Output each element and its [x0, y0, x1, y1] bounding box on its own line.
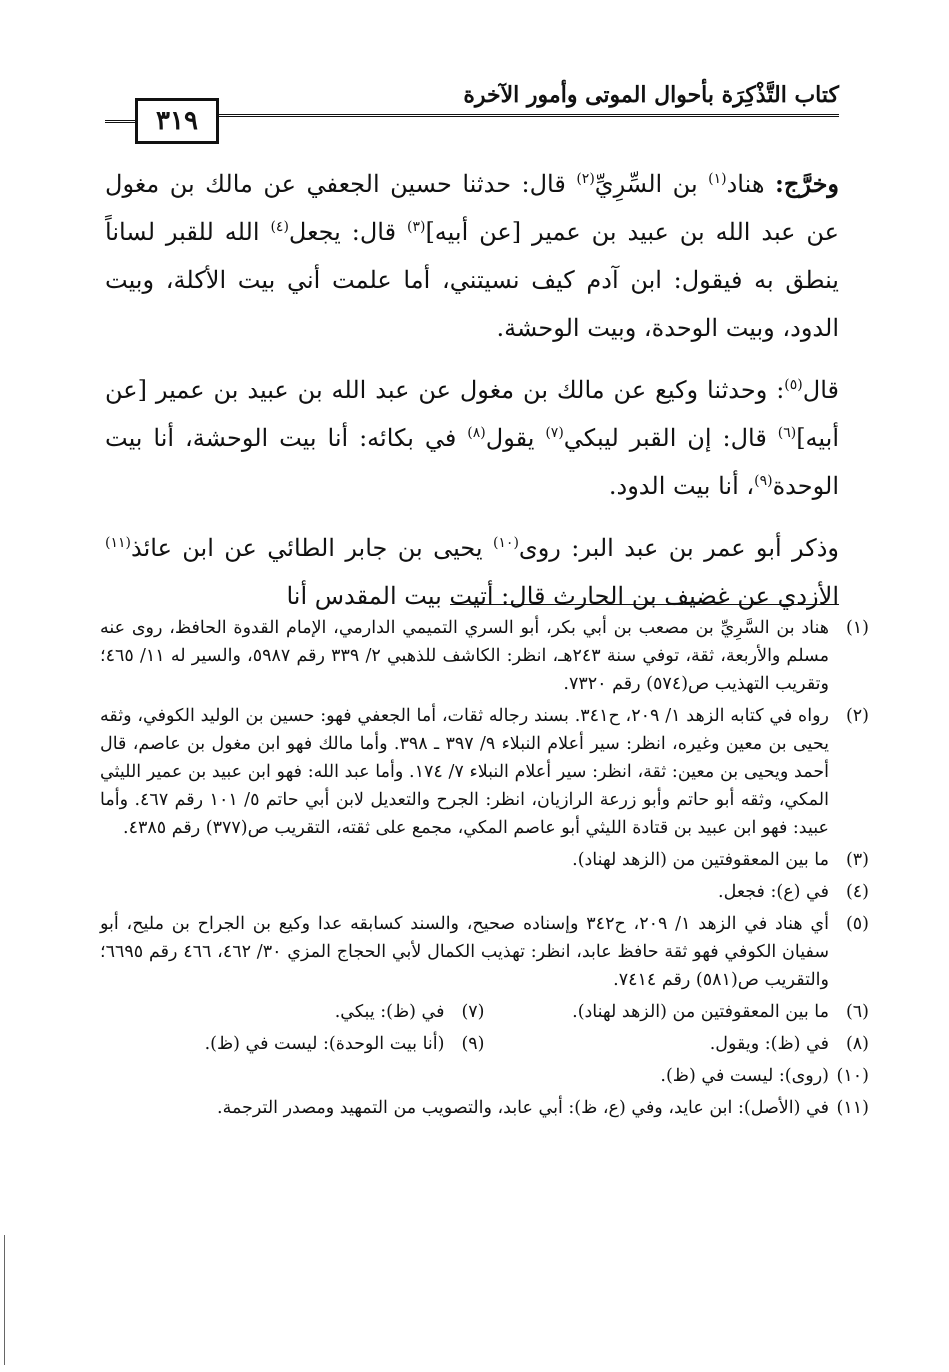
- text-run: في بكائه: أنا بيت الوحشة، أنا بيت الوحدة: [105, 424, 839, 500]
- text-run: بن السِّرِيِّ: [594, 170, 709, 198]
- footnote-marker[interactable]: (٢): [576, 171, 595, 187]
- footnotes: [100, 614, 869, 1126]
- footnote-separator: [450, 604, 839, 605]
- footnote-marker[interactable]: (٨): [467, 425, 486, 441]
- footnote-marker[interactable]: (١٠): [492, 535, 519, 551]
- footnote-text: في (الأصل): ابن عايد، وفي (ع، ظ): أبي عابد، والتصويب من التمهيد ومصدر الترجمة.: [217, 1098, 829, 1118]
- footnote-text: في (ع): فجعل.: [718, 882, 829, 902]
- footnote-text: (أنا بيت الوحدة): ليست في (ظ).: [204, 1034, 445, 1054]
- footnote-text: في (ظ): ويقول.: [709, 1034, 829, 1054]
- footnote-number: (٨): [845, 1034, 869, 1054]
- footnote-text: أي هناد في الزهد ١/ ٢٠٩، ح٣٤٢ وإسناده صحيح، والسند كسابقه عدا وكيع بن الجراح بن مليح، أبو سفيان الكوفي فهو ثقة حافظ عابد، انظر: تهذيب الكمال لأبي الحجاج المزي ٣٠/ ٤٦٢، ٤٦٦ رقم ٦٦٩٥؛ والتقريب ص(٥٨١) رقم ٧٤١٤.: [100, 914, 830, 990]
- text-run: يقول: [485, 424, 546, 452]
- footnote-text: هناد بن السَّرِيِّ بن مصعب بن أبي بكر، أبو السري التميمي الدارمي، الإمام القدوة الحافظ، روى عنه مسلم والأربعة، ثقة، توفي سنة ٢٤٣هـ، انظر: الكاشف للذهبي ٢/ ٣٣٩ رقم ٥٩٨٧، والسير له ١١/ ٤٦٥؛ وتقريب التهذيب ص(٥٧٤) رقم ٧٣٢٠.: [100, 618, 829, 694]
- footnote-marker[interactable]: (٣): [406, 219, 426, 235]
- footnote: [100, 846, 869, 874]
- footnote: [100, 1030, 485, 1058]
- page-number: ٣١٩: [135, 98, 219, 144]
- footnote-number: (٥): [845, 914, 869, 934]
- footnote: [100, 614, 869, 698]
- footnote-marker[interactable]: (٧): [545, 425, 564, 441]
- footnote-text: (روى): ليست في (ظ).: [660, 1066, 829, 1086]
- footnote-number: (٩): [461, 1034, 485, 1054]
- footnote: [100, 1094, 869, 1122]
- footnote-text: في (ظ): يبكي.: [334, 1002, 445, 1022]
- header-rule: [210, 114, 839, 117]
- footnote-number: (٣): [845, 850, 869, 870]
- footnote-number: (٦): [845, 1002, 869, 1022]
- footnote-text: ما بين المعقوفتين من (الزهد لهناد).: [572, 850, 829, 870]
- paragraph-lead: وخرَّج:: [774, 169, 840, 198]
- footnote-row: [100, 998, 869, 1030]
- footnote-marker[interactable]: (٤): [270, 219, 289, 235]
- footnote: [100, 878, 869, 906]
- footnote: [100, 910, 869, 994]
- paragraph: [105, 160, 839, 352]
- text-run: قال: [802, 376, 839, 404]
- footnote: [100, 702, 869, 842]
- text-run: قال: يجعل: [288, 218, 407, 246]
- footnote-marker[interactable]: (٩): [754, 473, 773, 489]
- text-run: وذكر أبو عمر بن عبد البر: روى: [518, 534, 840, 562]
- text-run: قال: إن القبر ليبكي: [563, 424, 778, 452]
- footnote-number: (٢): [845, 706, 869, 726]
- footnote-text: ما بين المعقوفتين من (الزهد لهناد).: [572, 1002, 829, 1022]
- footnote-marker[interactable]: (١): [708, 171, 727, 187]
- running-header-title: كتاب التَّذْكِرَة بأحوال الموتى وأمور الآخرة: [463, 82, 839, 108]
- footnote: [485, 1030, 870, 1058]
- header-rule-left: [105, 120, 135, 123]
- text-run: يحيى بن جابر الطائي عن ابن عائذ: [130, 534, 493, 562]
- footnote: [100, 1062, 869, 1090]
- scan-margin-line: [4, 1235, 5, 1365]
- footnote: [100, 998, 485, 1026]
- footnote-marker[interactable]: (٦): [777, 425, 797, 441]
- text-run: هناد: [726, 170, 775, 198]
- footnote-marker[interactable]: (١١): [105, 535, 131, 551]
- text-run: قال: حدثنا حسين الجعفي عن مالك بن مغول عن عبد الله بن عبيد بن عمير [عن أبيه]: [105, 170, 840, 246]
- footnote-number: (٤): [845, 882, 869, 902]
- paragraph: [105, 524, 839, 620]
- main-text: [105, 160, 839, 634]
- footnote-row: [100, 1030, 869, 1062]
- text-run: الله للقبر لساناً ينطق به فيقول: ابن آدم كيف نسيتني، أما علمت أني بيت الأكلة، وبيت الدود، وبيت الوحدة، وبيت الوحشة.: [105, 218, 839, 342]
- footnote-number: (١١): [836, 1098, 869, 1118]
- footnote-number: (٧): [461, 1002, 485, 1022]
- text-run: ، أنا بيت الدود.: [608, 472, 755, 500]
- paragraph: [105, 366, 839, 510]
- footnote: [485, 998, 870, 1026]
- text-run: : وحدثنا وكيع عن مالك بن مغول عن عبد الله بن عبيد بن عمير [عن أبيه]: [105, 376, 840, 452]
- footnote-number: (١٠): [836, 1066, 869, 1086]
- footnote-text: رواه في كتابه الزهد ١/ ٢٠٩، ح٣٤١. بسند رجاله ثقات، أما الجعفي فهو: حسين بن الوليد الكوفي، وثقه يحيى بن معين وغيره، انظر: سير أعلام النبلاء ٩/ ٣٩٧ ـ ٣٩٨. وأما مالك فهو ابن مغول بن عاصم، قال أحمد ويحيى بن معين: ثقة، انظر: سير أعلام النبلاء ٧/ ١٧٤. وأما عبد الله: فهو ابن عبيد بن عمير الليثي المكي، وثقه أبو حاتم وأبو زرعة الرازيان، انظر: الجرح والتعديل لابن أبي حاتم ٥/ ١٠١ رقم ٤٦٧. وأما عبيد: فهو ابن عبيد بن قتادة الليثي أبو عاصم المكي، مجمع على ثقته، التقريب ص(٣٧٧) رقم ٤٣٨٥.: [100, 706, 829, 838]
- text-run: الأزدي عن غضيف بن الحارث قال: أتيت بيت المقدس أنا: [286, 582, 839, 610]
- footnote-marker[interactable]: (٥): [784, 377, 803, 393]
- footnote-number: (١): [845, 618, 869, 638]
